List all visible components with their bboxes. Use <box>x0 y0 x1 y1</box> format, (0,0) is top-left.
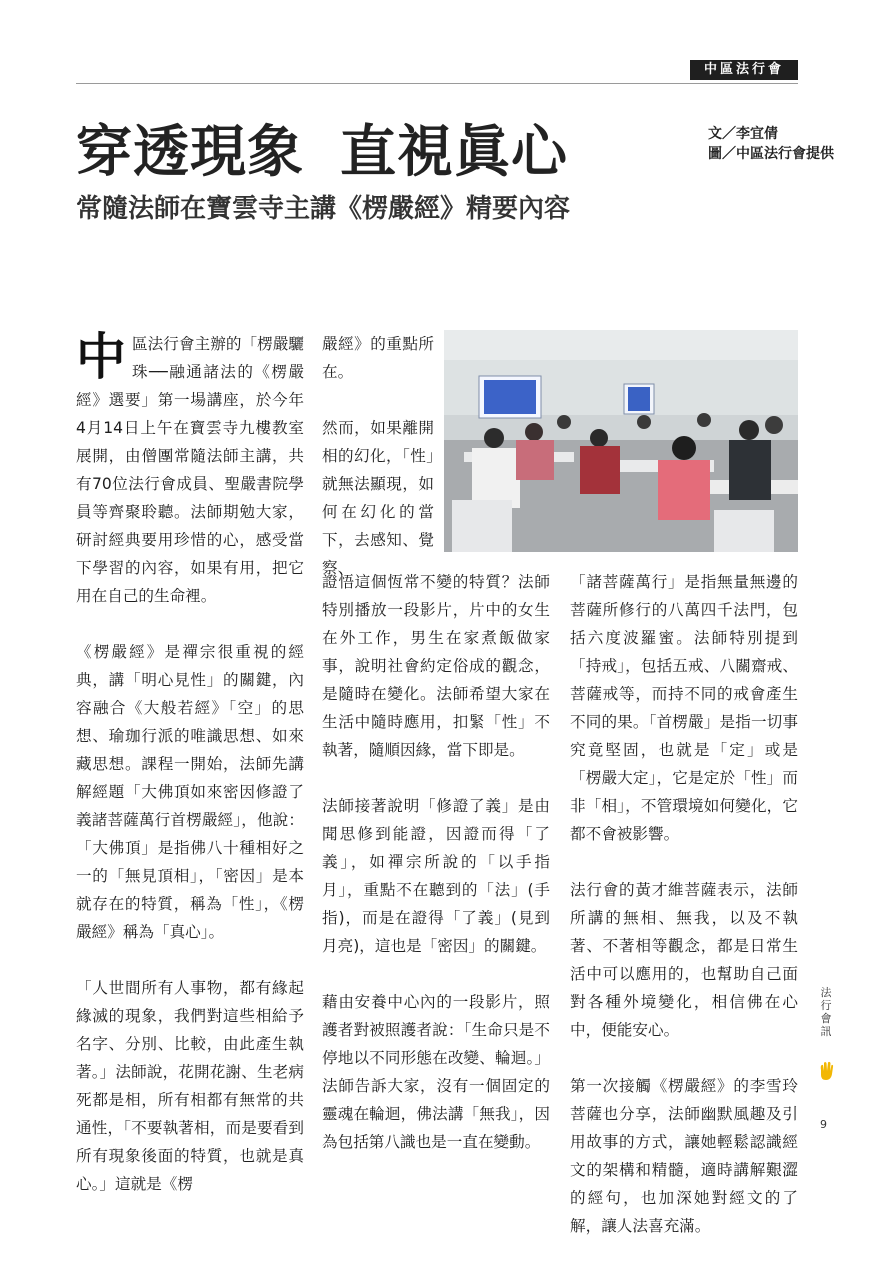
paragraph-9: 「諸菩薩萬行」是指無量無邊的菩薩所修行的八萬四千法門，包括六度波羅蜜。法師特別提到「持戒」，包括五戒、八關齋戒、菩薩戒等，而持不同的戒會產生不同的果。「首楞嚴」是指一切事究竟堅固，也就是「定」或是「楞嚴大定」，它是定於「性」而非「相」，不管環境如何變化，它都不會被影響。 <box>570 573 798 843</box>
paragraph-11: 第一次接觸《楞嚴經》的李雪玲菩薩也分享，法師幽默風趣及引用故事的方式，讓她輕鬆認識經文的架構和精髓，適時講解艱澀的經句，也加深她對經文的了解，讓人法喜充滿。 <box>570 1077 798 1235</box>
magazine-name-vertical: 法行會訊 <box>820 986 832 1038</box>
classroom-photo <box>444 330 798 552</box>
paragraph-2: 《楞嚴經》是禪宗很重視的經典，講「明心見性」的關鍵，內容融合《大般若經》「空」的思想、瑜珈行派的唯識思想、如來藏思想。課程一開始，法師先講解經題「大佛頂如來密因修證了義諸菩薩萬行首楞嚴經」，他說：「大佛頂」是指佛八十種相好之一的「無見頂相」，「密因」是本就存在的特質，稱為「性」，《楞嚴經》稱為「真心」。 <box>76 643 304 941</box>
classroom-photo-illustration <box>444 330 798 552</box>
paragraph-8: 藉由安養中心內的一段影片，照護者對被照護者說：「生命只是不停地以不同形態在改變、輪迴。」法師告訴大家，沒有一個固定的靈魂在輪迴，佛法講「無我」，因為包括第八識也是一直在變動。 <box>322 993 550 1151</box>
paragraph-10: 法行會的黃才維菩薩表示，法師所講的無相、無我，以及不執著、不著相等觀念，都是日常生活中可以應用的，也幫助自己面對各種外境變化，相信佛在心中，便能安心。 <box>570 881 798 1039</box>
section-tag: 中區法行會 <box>690 60 798 80</box>
article-column-1 <box>76 327 304 1198</box>
article-column-3 <box>570 568 798 1240</box>
paragraph-5: 然而，如果離開相的幻化，「性」就無法顯現，如何在幻化的當下，去感知、覺察、 <box>322 419 434 577</box>
paragraph-1 <box>76 327 304 610</box>
article-column-2 <box>322 568 550 1156</box>
title-part-1: 穿透現象 <box>76 119 304 185</box>
article-column-2-top <box>322 330 434 582</box>
paragraph-1-text: 區法行會主辦的「楞嚴驪珠──融通諸法的《楞嚴經》選要」第一場講座，於今年4月14日上午在寶雲寺九樓教室展開，由僧團常隨法師主講，共有70位法行會成員、聖嚴書院學員等齊聚聆聽。法師期勉大家，研討經典要用珍惜的心，感受當下學習的內容，如果有用，把它用在自己的生命裡。 <box>76 335 304 605</box>
article-subtitle: 常隨法師在寶雲寺主講《楞嚴經》精要內容 <box>76 194 571 224</box>
header-rule <box>76 83 798 84</box>
credits <box>708 124 834 164</box>
paragraph-6: 證悟這個恆常不變的特質？法師特別播放一段影片，片中的女生在外工作，男生在家煮飯做家事，說明社會約定俗成的觀念，是隨時在變化。法師希望大家在生活中隨時應用，扣緊「性」不執著，隨順因緣，當下即是。 <box>322 573 550 759</box>
article-title <box>76 116 568 188</box>
page-number: 9 <box>820 1118 827 1131</box>
paragraph-4: 嚴經》的重點所在。 <box>322 335 434 381</box>
photo-credit: 圖／中區法行會提供 <box>708 146 834 162</box>
paragraph-7: 法師接著說明「修證了義」是由聞思修到能證，因證而得「了義」，如禪宗所說的「以手指月」，重點不在聽到的「法」(手指)，而是在證得「了義」(見到月亮)，這也是「密因」的關鍵。 <box>322 797 550 955</box>
drop-cap: 中 <box>76 327 126 386</box>
title-part-2: 直視眞心 <box>340 119 568 185</box>
paragraph-3: 「人世間所有人事物，都有緣起緣滅的現象，我們對這些相給予名字、分別、比較，由此產生執著。」法師說，花開花謝、生老病死都是相，所有相都有無常的共通性，「不要執著相，而是要看到所有現象後面的特質，也就是真心。」這就是《楞 <box>76 979 304 1193</box>
author-credit: 文／李宜倩 <box>708 126 778 142</box>
hand-icon <box>818 1060 836 1082</box>
